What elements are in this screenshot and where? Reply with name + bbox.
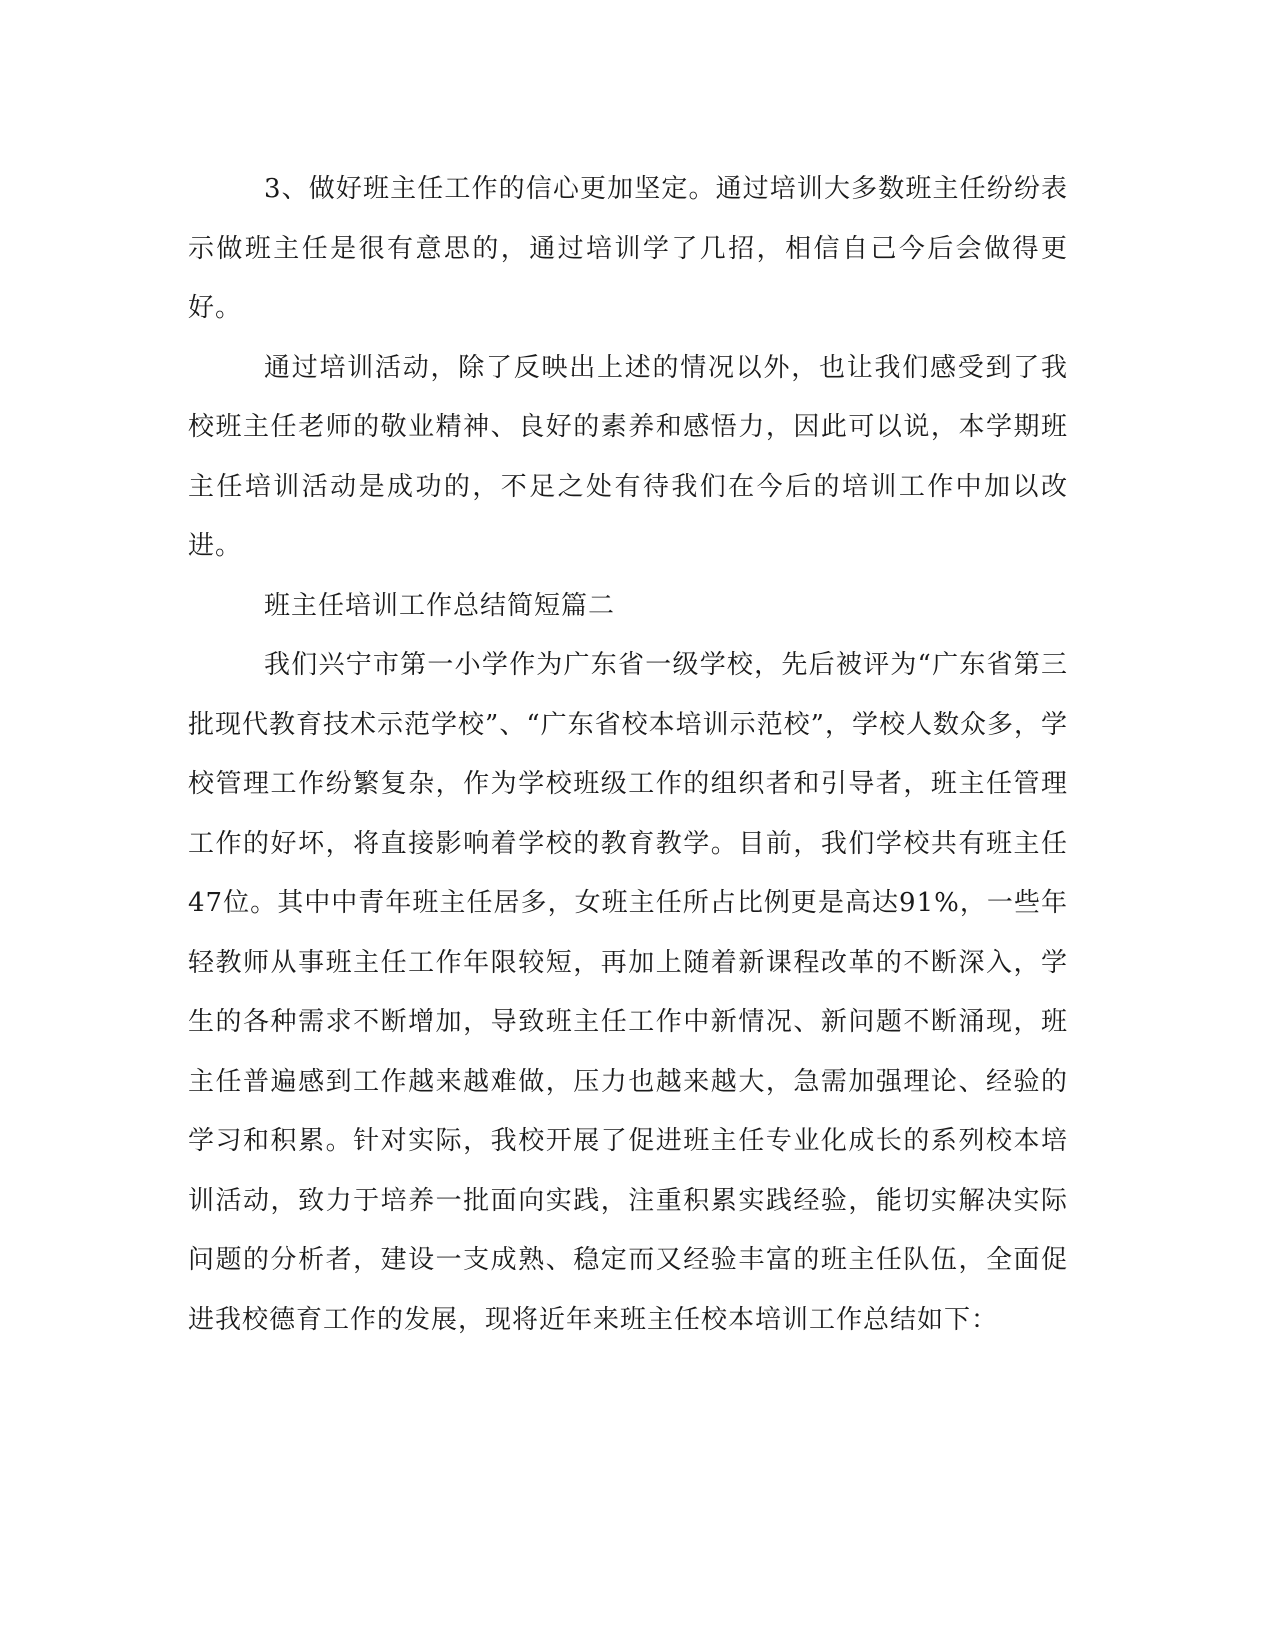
section-heading: 班主任培训工作总结简短篇二 — [264, 590, 616, 621]
paragraph-confidence: 3、做好班主任工作的信心更加坚定。通过培训大多数班主任纷纷表示做班主任是很有意思的，通过培训学了几招，相信自己今后会做得更好。 — [188, 174, 1068, 323]
document-body — [188, 160, 1068, 1350]
paragraph-conclusion: 通过培训活动，除了反映出上述的情况以外，也让我们感受到了我校班主任老师的敬业精神、良好的素养和感悟力，因此可以说，本学期班主任培训活动是成功的，不足之处有待我们在今后的培训工作中加以改进。 — [188, 352, 1068, 561]
paragraph-introduction: 我们兴宁市第一小学作为广东省一级学校，先后被评为“广东省第三批现代教育技术示范学校”、“广东省校本培训示范校”，学校人数众多，学校管理工作纷繁复杂，作为学校班级工作的组织者和引导者，班主任管理工作的好坏，将直接影响着学校的教育教学。目前，我们学校共有班主任47位。其中中青年班主任居多，女班主任所占比例更是高达91%，一些年轻教师从事班主任工作年限较短，再加上随着新课程改革的不断深入，学生的各种需求不断增加，导致班主任工作中新情况、新问题不断涌现，班主任普遍感到工作越来越难做，压力也越来越大，急需加强理论、经验的学习和积累。针对实际，我校开展了促进班主任专业化成长的系列校本培训活动，致力于培养一批面向实践，注重积累实践经验，能切实解决实际问题的分析者，建设一支成熟、稳定而又经验丰富的班主任队伍，全面促进我校德育工作的发展，现将近年来班主任校本培训工作总结如下： — [188, 650, 1068, 1335]
